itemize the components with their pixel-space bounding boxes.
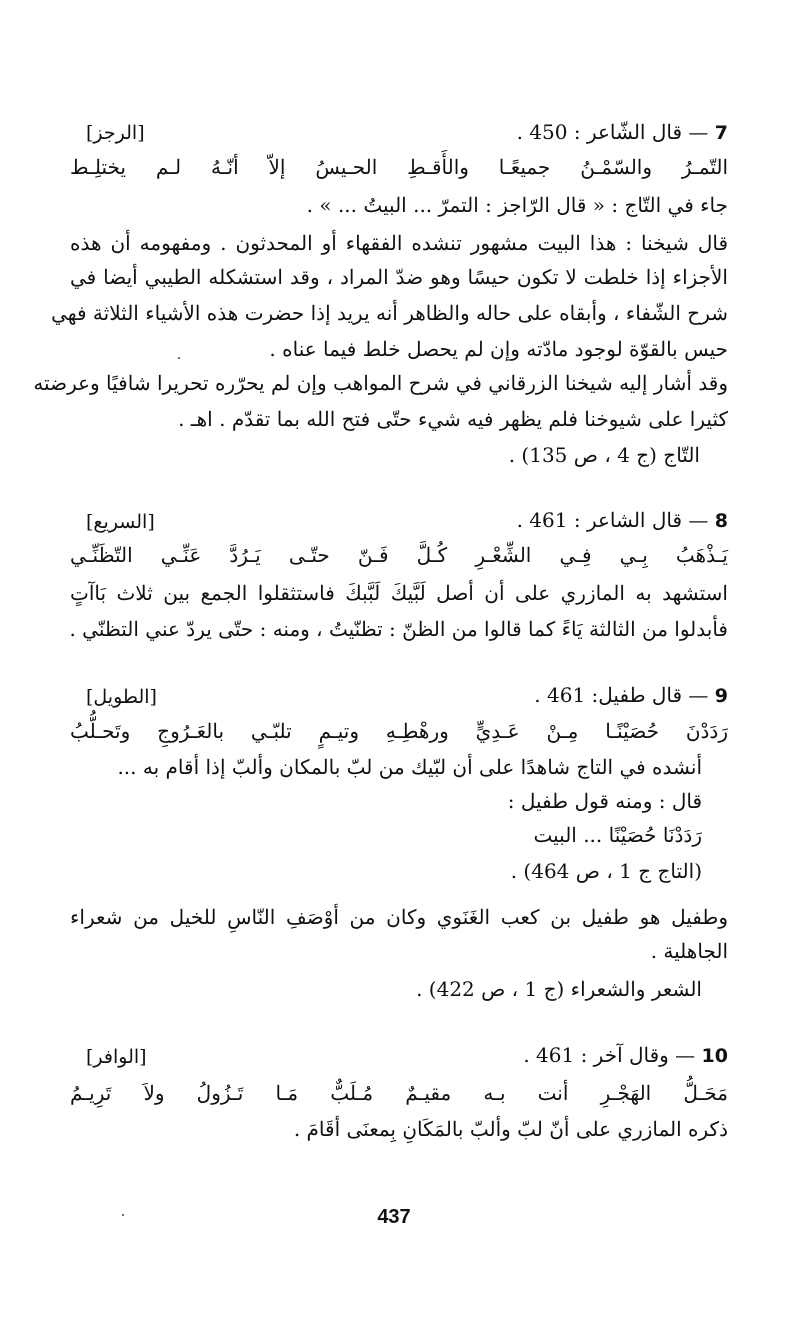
meter-label: [السريع] [86, 511, 155, 533]
text-line: كثيرا على شيوخنا فلم يظهر فيه شيء حتّى فتح الله بما تقدّم . اهـ . [178, 407, 728, 431]
entry-header: 7 — قال الشّاعر : 450 . [516, 120, 728, 144]
source-citation: (التاج ج 1 ، ص 464) . [510, 859, 702, 883]
meter-label: [الطويل] [86, 686, 157, 708]
entry-title: وقال آخر : 461 . [523, 1043, 669, 1067]
print-speck [178, 357, 180, 359]
text-line: شرح الشّفاء ، وأبقاه على حاله والظاهر أنه يريد إذا حضرت هذه الأشياء الثلاثة فهي [51, 301, 728, 325]
text-line: جاء في التّاج : « قال الرّاجز : التمرّ ... البيتُ ... » . [306, 193, 728, 217]
text-line: وقد أشار إليه شيخنا الزرقاني في شرح المواهب وإن لم يحرّره تحريرا شافيًا وعرضته [33, 371, 728, 395]
text-line: وطفيل هو طفيل بن كعب الغَنَوي وكان من أوْصَفِ النّاسِ للخيل من شعراء [70, 905, 728, 929]
entry-header: 9 — قال طفيل: 461 . [534, 683, 728, 707]
text-line: أنشده في التاج شاهدًا على أن لبّيك من لبّ بالمكان وألبّ إذا أقام به ... [117, 755, 702, 779]
meter-label: [الوافر] [86, 1046, 147, 1068]
entry-header: 8 — قال الشاعر : 461 . [516, 508, 728, 532]
text-line: الأجزاء إذا خلطت لا تكون حيسًا وهو ضدّ المراد ، وقد استشكله الطيبي أيضا في [70, 265, 728, 289]
text-line: قال شيخنا : هذا البيت مشهور تنشده الفقهاء أو المحدثون . ومفهومه أن هذه [70, 231, 728, 255]
text-line: استشهد به المازري على أن أصل لَبَّيكَ لَبَّبكَ فاستثقلوا الجمع بين ثلاث بَاآتٍ [70, 581, 728, 605]
entry-title: قال الشاعر : 461 . [516, 508, 683, 532]
verse-line: رَدَدْنَ حُصَيْنًـا مِـنْ عَـدِيٍّ ورهْطِـهِ وتيـمٍ تلبّـي بالعَـرُوجِ وتَحـلُّبُ [70, 719, 728, 743]
text-line: حيس بالقوّة لوجود مادّته وإن لم يحصل خلط فيما عناه . [269, 337, 728, 361]
entry-number: 10 [701, 1045, 728, 1067]
entry-title: قال الشّاعر : 450 . [516, 120, 683, 144]
page-number: 437 [377, 1206, 411, 1228]
verse-line: يَـذْهَبُ بِـي فِـي الشِّعْـرِ كُـلَّ فَـنّ حتّـى يَـرُدَّ عَنِّـي التّظَنِّـي [70, 543, 728, 567]
entry-number: 8 [714, 510, 728, 532]
entry-number: 9 [714, 685, 728, 707]
text-line: ذكره المازري على أنّ لبّ وألبّ بالمَكَانِ بِمعنَى أقَامَ . [293, 1117, 728, 1141]
text-line: الجاهلية . [650, 939, 728, 963]
meter-label: [الرجز] [86, 122, 145, 144]
entry-title: قال طفيل: 461 . [534, 683, 683, 707]
print-speck [122, 1214, 124, 1216]
entry-number: 7 [714, 122, 728, 144]
verse-line: مَحَـلُّ الهَجْـرِ أنت بـه مقيـمٌ مُـلَبٌّ مَـا تَـزُولُ ولاَ تَرِيـمُ [70, 1081, 728, 1105]
source-citation: الشعر والشعراء (ج 1 ، ص 422) . [416, 977, 702, 1001]
text-line: قال : ومنه قول طفيل : [507, 789, 702, 813]
text-line: فأبدلوا من الثالثة يَاءً كما قالوا من الظنّ : تظنّيتُ ، ومنه : حتّى يردّ عني التظنّي . [69, 617, 728, 641]
entry-header: 10 — وقال آخر : 461 . [523, 1043, 728, 1067]
text-line: رَدَدْنَا حُصَيْنًا ... البيت [533, 823, 702, 847]
source-citation: التّاج (ج 4 ، ص 135) . [508, 443, 700, 467]
verse-line: التّمـرُ والسّمْـنُ جميعًـا والأَقـطِ الحـيسُ إلاّ أنّـهُ لـم يختلِـط [70, 155, 728, 179]
